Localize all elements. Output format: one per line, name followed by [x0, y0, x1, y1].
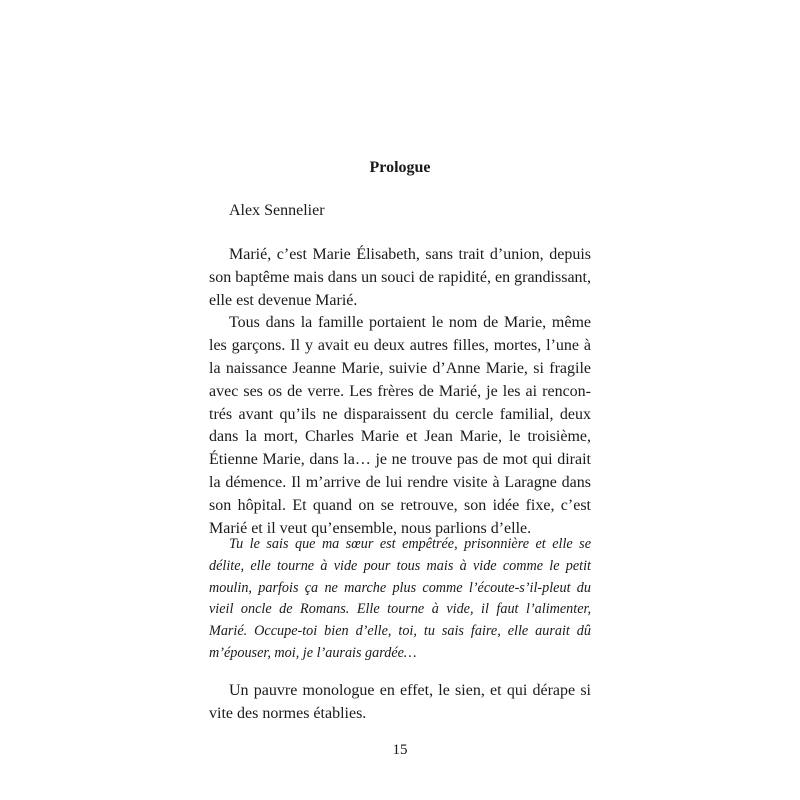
book-page	[209, 0, 591, 800]
quote-text: Tu le sais que ma sœur est empêtrée, prisonnière et elle se délite, elle tourne à vide pour tous mais à vide comme le petit moulin, parfois ça ne marche plus comme l’écoute-s’il-pleut du vieil oncle de Romans. Elle tourne à vide, il faut l’alimenter, Marié. Occupe-toi bien d’elle, toi, tu sais faire, elle aurait dû m’épouser, moi, je l’aurais gardée…	[209, 536, 591, 661]
body-text	[209, 244, 591, 540]
chapter-title: Prologue	[369, 159, 431, 176]
closing-text	[209, 680, 591, 726]
closing-paragraph: Un pauvre monologue en effet, le sien, et qui dérape si vite des normes établies.	[209, 682, 591, 722]
author-name: Alex Sennelier	[229, 202, 325, 219]
paragraph-1: Marié, c’est Marie Élisabeth, sans trait d’union, depuis son baptême mais dans un souci de rapidité, en grandissant, elle est devenue Marié.	[209, 246, 591, 309]
paragraph-2: Tous dans la famille portaient le nom de Marie, même les garçons. Il y avait eu deux autres filles, mortes, l’une à la naissance Jeanne Marie, suivie d’Anne Marie, si fragile avec ses os de verre. Les frères de Marié, je les ai rencontrés avant qu’ils ne disparaissent du cercle familial, deux dans la mort, Charles Marie et Jean Marie, le troisième, Étienne Marie, dans la… je ne trouve pas de mot qui dirait la démence. Il m’arrive de lui rendre visite à Laragne dans son hôpital. Et quand on se retrouve, son idée fixe, c’est Marié et il veut qu’ensemble, nous parlions d’elle.	[209, 314, 591, 537]
quoted-monologue	[209, 534, 591, 665]
page-number: 15	[392, 742, 408, 758]
